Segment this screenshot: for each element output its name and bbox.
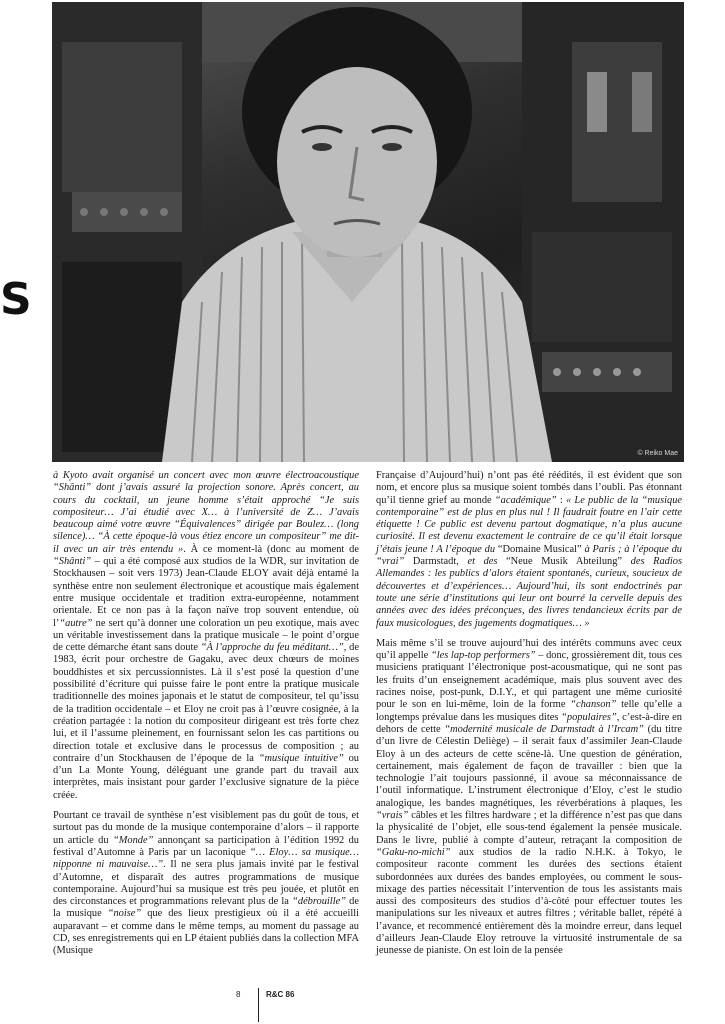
text-run: – qui a été composé aux studios de la WDR, sur invitation de Stockhausen – soit vers 1973) Jean-Claude ELOY avait déjà entamé la synthèse entre non seulement électronique et acoustique mais également entre musique occidentale et tradition extra-européenne, notamment orientale. Et ce non pas à la façon naïve trop souvent entendue, où l’: [53, 556, 359, 629]
footer-divider: [258, 988, 259, 1022]
italic-text-run: “autre”: [59, 617, 93, 629]
italic-text-run: “chanson”: [570, 699, 617, 711]
text-run: que des lieux prestigieux où il a été accueilli auparavant – et comme dans le même temps, au moment du passage au CD, ses enregistrements qui en LP étaient publiés dans la collection MFA (Musique: [53, 908, 359, 957]
page-number: 8: [236, 990, 241, 999]
text-run: aux studios de la radio N.H.K. à Tokyo, le compositeur raconte comment les durées des sections étaient subordonnées aux durées des bandes employées, ou comment le sous-mixage des parties nécessitait l’intervention de tous les assistants mais aussi des compositeurs des studios d’à-côté pour effectuer toutes les manipulations sur les niveaux et autres filtres ; véritable ballet, répété à l’avance, et recommencé entièrement dès la moindre erreur, dans lequel d’ailleurs Jean-Claude Eloy retrouve la virtuosité instrumentale de sa jeunesse de pianiste. On est loin de la pensée: [376, 846, 682, 957]
text-run: :: [556, 494, 566, 506]
text-run: , c’est-à-dire en dehors de cette: [376, 711, 682, 735]
text-run: câbles et les filtres hardware ; et la différence n’est pas que dans la physicalité de l’objet, elle sous-tend également la pensée musicale. Dans le livre, publié à compte d’auteur, retraçant la composition de: [376, 810, 682, 846]
italic-text-run: “les lap-top performers”: [430, 650, 536, 662]
italic-text-run: “À l’approche du feu méditant…”: [200, 642, 344, 654]
italic-text-run: à Paris ; à l’époque du “vrai”: [376, 543, 682, 568]
italic-text-run: à Kyoto avait organisé un concert avec mon œuvre électroacoustique “Shânti” dont j’avais assuré la projection sonore. Après concert, au cours du cocktail, un jeune homme s’était approché “Je suis compositeur… J’ai étudié avec X… à l’université de Z… J’avais beaucoup aimé votre œuvre “Équivalences” dirigée par Boulez… (long silence)… “À cette époque-là vous étiez encore un compositeur” me dit-il avec un air très entendu »: [53, 470, 359, 555]
italic-text-run: et des: [467, 556, 498, 568]
text-run: ne sert qu’à donner une coloration un peu exotique, mais avec un véritable investissement dans la pratique musicale – le point d’orgue de cette démarche étant sans doute: [53, 617, 359, 654]
italic-text-run: “musique intuitive”: [258, 752, 344, 764]
italic-text-run: “Gaku-no-michi”: [376, 846, 451, 858]
italic-text-run: “Monde”: [112, 834, 154, 846]
text-run: annonçant sa participation à l’édition 1992 du festival d’Automne à Paris par un laconique: [53, 834, 359, 858]
text-run: Française d’Aujourd’hui) n’ont pas été réédités, il est évident que son nom, et encore plus sa musique soient tombés dans l’oubli. Pas étonnant qu’il tienne grief au monde: [376, 470, 682, 506]
photo-credit: © Reiko Mae: [637, 450, 678, 457]
italic-text-run: “modernité musicale de Darmstadt à l’Ircam”: [444, 723, 644, 735]
text-run: (du titre d’un livre de Célestin Deliège) – il serait faux d’assimiler Jean-Claude Eloy à un des acteurs de cette scène-là. Une question de génération, certainement, mais également de façon de travailler : bien que la technologie l’ait toujours passionné, il avoue sa méconnaissance de l’outil informatique. L’instrument électronique d’Eloy, c’est le studio analogique, les bandes magnétiques, les réverbérations à plaques, les: [376, 723, 682, 809]
italic-text-run: “vrais”: [376, 810, 409, 822]
text-run: . À ce moment-là (donc au moment de: [183, 543, 359, 555]
magazine-name: R&C 86: [266, 990, 295, 999]
italic-text-run: “académique”: [494, 494, 557, 506]
text-run: , de 1983, écrit pour orchestre de Gagaku, avec deux chœurs de moines bouddhistes et six percussionnistes. Là il s’est posé la question d’une possibilité d’écriture qui puisse faire le pont entre la pratique musicale traditionnelle des moines japonais et le statut de compositeur, tel qu’issu de la tradition occidentale – et Eloy ne croit pas à l’œuvre cosignée, à la création partagée : la notion du compositeur dirigeant est très forte chez lui, et il l’assume pleinement, en fournissant selon les cas partitions ou direction totale et exclusive dans le processus de composition ; au contraire d’un Stockhausen de l’époque de la: [53, 642, 359, 764]
text-run: de la musique: [53, 896, 359, 920]
italic-text-run: “Shânti”: [53, 556, 92, 568]
paragraph: [376, 638, 682, 958]
text-run: ou d’un La Monte Young, déléguant une grande part du travail aux interprètes, mais insistant pour garder l’exclusive signature de la pièce créée.: [53, 752, 359, 801]
italic-text-run: “populaires”: [561, 711, 617, 723]
text-run: . Il ne sera plus jamais invité par le festival d’Automne, et disparaît des autres programmations de musique contemporaine. Aujourd’hui sa musique est très peu jouée, et plutôt en des circonstances et programmations relevant plus de la: [53, 859, 359, 908]
article-column-left: [53, 470, 359, 966]
text-run: Pourtant ce travail de synthèse n’est visiblement pas du goût de tous, et surtout pas du monde de la musique contemporaine d’alors – il rapporte un article du: [53, 810, 359, 846]
text-run: – donc, grossièrement dit, tous ces musiciens pratiquant l’électronique post-acousmatique, qui ne sont pas les fruits d’un enseignement académique, mais plus souvent avec des racines noise, post-punk, D.I.Y., et qui partagent une même curiosité pour le son en lui-même, loin de la forme: [376, 650, 682, 711]
text-run: “Domaine Musical”: [495, 543, 585, 555]
paragraph: [53, 810, 359, 958]
italic-text-run: “… Eloy… sa musique… nipponne ni mauvaise…”: [53, 846, 359, 871]
text-run: “Neue Musik Abteilung”: [497, 556, 631, 568]
portrait-photo: [52, 2, 684, 462]
margin-section-letter: S: [0, 274, 32, 325]
paragraph: [53, 470, 359, 802]
page-footer: [0, 988, 725, 1024]
text-run: Darmstadt,: [404, 556, 468, 568]
article-column-right: [376, 470, 682, 966]
italic-text-run: “débrouille”: [292, 896, 346, 908]
italic-text-run: « Le public de la “musique contemporaine” est de plus en plus nul ! Il faudrait foutre en l’air cette étiquette ! Ce public est devenu partout dogmatique, n’a plus aucune curiosité. Il est devenu exactement le contraire de ce qu’il était lorsque j’étais jeune ! A l’époque du: [376, 494, 683, 555]
portrait-illustration: [52, 2, 684, 462]
text-run: telle qu’elle a longtemps prévalue dans les musiques dites: [376, 699, 682, 723]
text-run: Mais même s’il se trouve aujourd’hui des intérêts communs avec ceux qu’il appelle: [376, 637, 682, 662]
paragraph: [376, 470, 682, 630]
italic-text-run: “noise”: [107, 908, 142, 920]
italic-text-run: des Radios Allemandes : les publics d’alors étaient spontanés, curieux, soucieux de découvertes et d’expériences… Aujourd’hui, ils sont endoctrinés par toute une série d’institutions qui leur ont bourré la cervelle depuis des années avec des idées préconçues, des livres tendancieux écrits par de faux musicologues, des jugements dogmatiques… »: [376, 556, 683, 629]
